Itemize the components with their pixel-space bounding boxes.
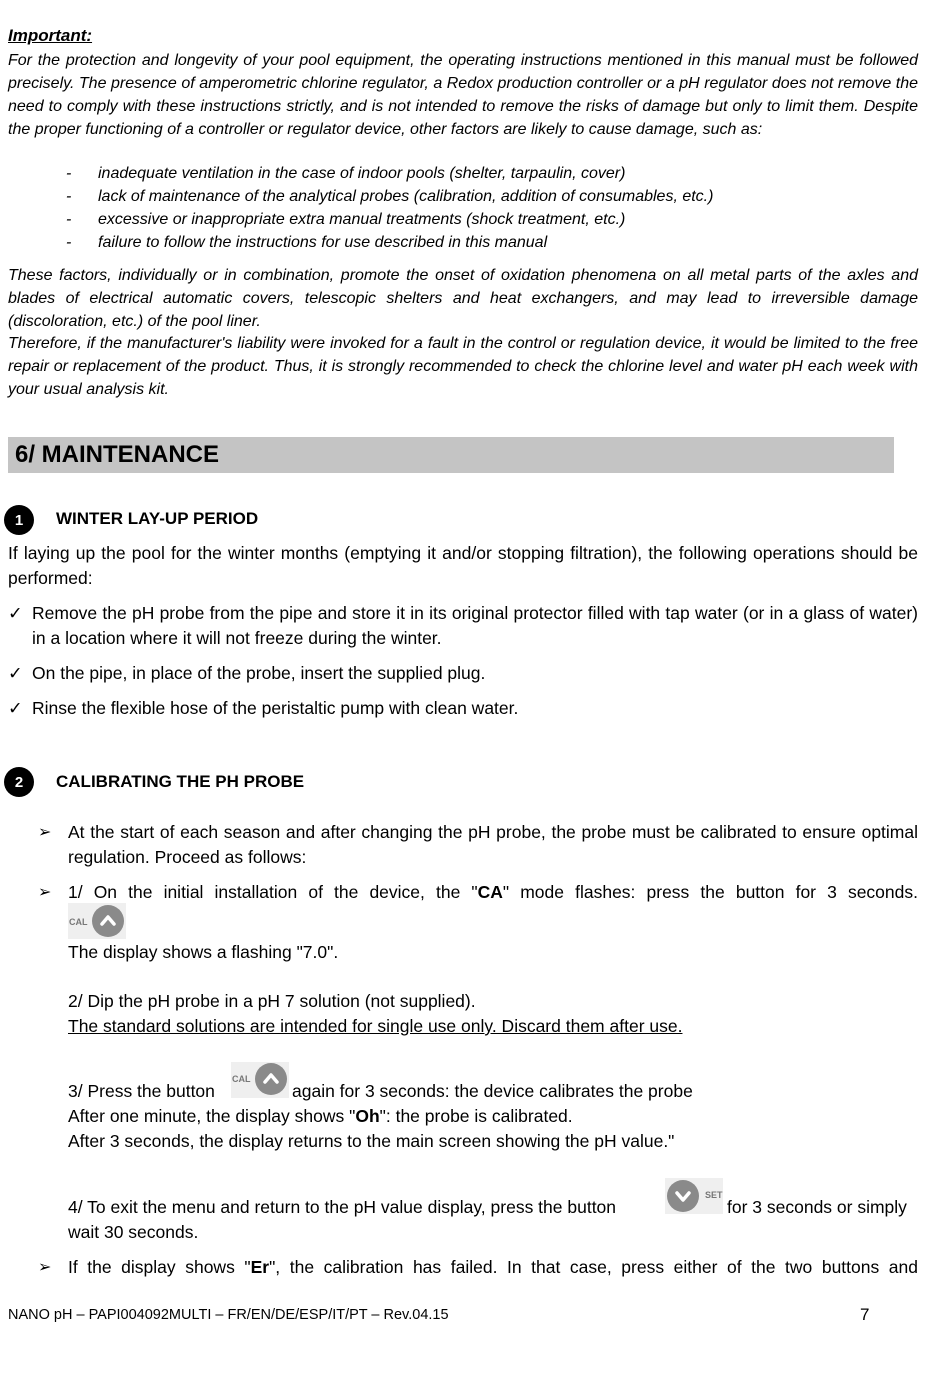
- step3-text-a: 3/ Press the button: [68, 1081, 215, 1101]
- list-item: ➢ At the start of each season and after changing the pH probe, the probe must be calibrated to ensure optimal regulation. Proceed as follows:: [38, 820, 918, 870]
- arrow-bullet-icon: ➢: [38, 1259, 52, 1276]
- arrow-bullet-icon: ➢: [38, 884, 52, 901]
- important-title: Important:: [8, 26, 93, 45]
- list-item: ✓ On the pipe, in place of the probe, insert the supplied plug.: [8, 661, 918, 686]
- step4-text-a: 4/ To exit the menu and return to the pH value display, press the button: [68, 1197, 617, 1217]
- step2-warning: The standard solutions are intended for single use only. Discard them after use.: [68, 1016, 683, 1036]
- list-item: - excessive or inappropriate extra manual treatments (shock treatment, etc.): [66, 211, 626, 228]
- list-item: - failure to follow the instructions for use described in this manual: [66, 234, 548, 251]
- step1-display-text: The display shows a flashing "7.0".: [68, 942, 339, 962]
- list-item: ✓ Remove the pH probe from the pipe and store it in its original protector filled with tap water (or in a glass of water) in a location where it will not freeze during the winter.: [8, 601, 918, 651]
- important-paragraph-2: These factors, individually or in combination, promote the onset of oxidation phenomena on all metal parts of the axles and blades of electrical automatic covers, telescopic shelters and heat exchangers, and may lead to irreversible damage (discoloration, etc.) of the pool liner.: [8, 267, 918, 330]
- set-down-button-icon: SET: [665, 1178, 723, 1214]
- arrow-bullet-icon: ➢: [38, 824, 52, 841]
- step3-text-d: After 3 seconds, the display returns to the main screen showing the pH value.": [68, 1131, 675, 1151]
- chevron-down-icon: [667, 1180, 699, 1212]
- page-number: 7: [860, 1305, 870, 1324]
- list-item: - lack of maintenance of the analytical probes (calibration, addition of consumables, etc.): [66, 188, 714, 205]
- check-icon: ✓: [8, 663, 23, 683]
- step4-text-b-line1: for 3 seconds or simply: [727, 1197, 907, 1217]
- step4-text-b-line2: wait 30 seconds.: [68, 1222, 199, 1242]
- winter-heading: WINTER LAY-UP PERIOD: [56, 509, 259, 528]
- section-title: 6/ MAINTENANCE: [15, 441, 220, 468]
- list-item: ✓ Rinse the flexible hose of the peristaltic pump with clean water.: [8, 696, 918, 721]
- important-paragraph-3: Therefore, if the manufacturer's liability were invoked for a fault in the control or regulation device, it would be limited to the free repair or replacement of the product. Thus, it is strongly recommended to check the chlorine level and water pH each week with your usual analysis kit.: [8, 335, 918, 398]
- step3-text-b: again for 3 seconds: the device calibrates the probe: [292, 1081, 693, 1101]
- check-icon: ✓: [8, 698, 23, 718]
- step2-text: 2/ Dip the pH probe in a pH 7 solution (not supplied).: [68, 991, 476, 1011]
- check-icon: ✓: [8, 603, 23, 623]
- step3-text-c: After one minute, the display shows "Oh": the probe is calibrated.: [68, 1106, 573, 1126]
- important-paragraph-1: For the protection and longevity of your pool equipment, the operating instructions mentioned in this manual must be followed precisely. The presence of amperometric chlorine regulator, a Redox production controller or a pH regulator does not remove the need to comply with these instructions strictly, and is not intended to remove the risks of damage but only to limit them. Despite the proper functioning of a controller or regulator device, other factors are likely to cause damage, such as:: [8, 52, 918, 138]
- winter-intro: If laying up the pool for the winter months (emptying it and/or stopping filtration), the following operations should be performed:: [8, 543, 918, 588]
- list-item: - inadequate ventilation in the case of indoor pools (shelter, tarpaulin, cover): [66, 165, 626, 182]
- step-number-badge: 1: [4, 505, 34, 535]
- footer-doc-reference: NANO pH – PAPI004092MULTI – FR/EN/DE/ESP/IT/PT – Rev.04.15: [8, 1307, 449, 1323]
- damage-factors-list: [66, 162, 926, 254]
- cal-up-button-icon: CAL: [231, 1062, 289, 1098]
- list-item: ➢ 1/ On the initial installation of the device, the "CA" mode flashes: press the button for 3 seconds.: [38, 880, 918, 905]
- calibration-heading: CALIBRATING THE PH PROBE: [56, 772, 305, 791]
- list-item: ➢ If the display shows "Er", the calibration has failed. In that case, press either of the two buttons and: [38, 1255, 918, 1280]
- step-number-badge: 2: [4, 767, 34, 797]
- section-header-maintenance: [8, 437, 894, 473]
- cal-up-button-icon: CAL: [68, 903, 126, 939]
- chevron-up-icon: [255, 1063, 287, 1095]
- chevron-up-icon: [92, 905, 124, 937]
